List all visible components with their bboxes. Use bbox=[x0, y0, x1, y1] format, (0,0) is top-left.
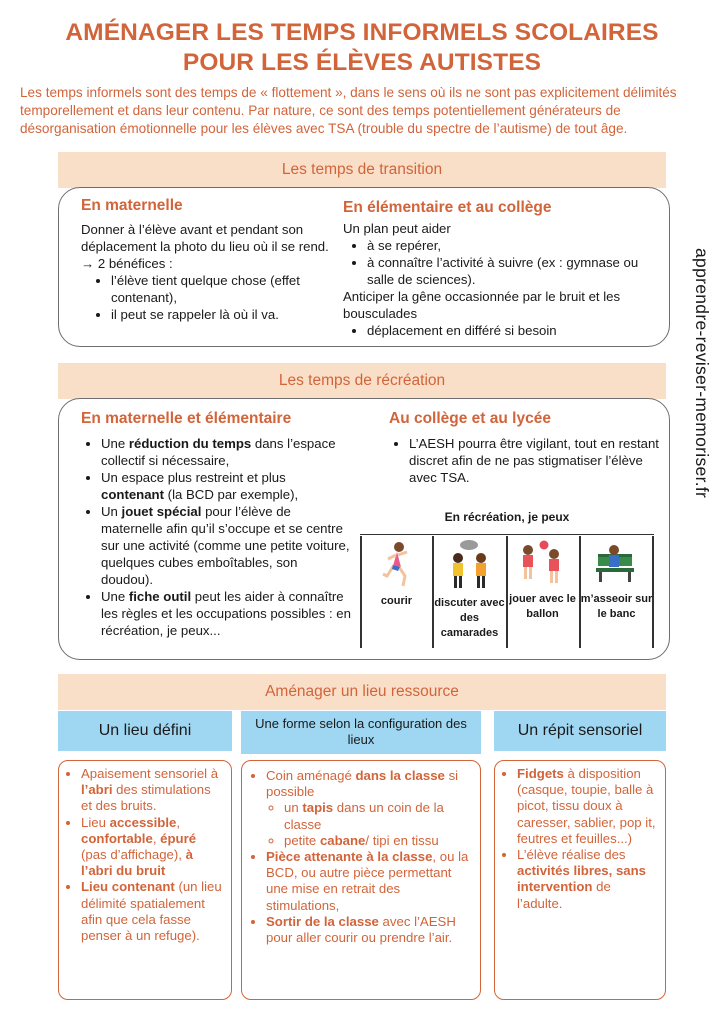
intro-paragraph: Les temps informels sont des temps de « flottement », dans le sens où ils ne sont pas explicitement délimités temporellement et dans leur contenu. Par nature, ce sont des temps potentiellement générateurs de désorganisation émotionnelle pour les élèves avec TSA (trouble du spectre de l’autisme) de tout âge. bbox=[20, 85, 677, 136]
transition-left bbox=[81, 196, 331, 323]
bullet-list bbox=[343, 322, 665, 339]
recreation-band: Les temps de récréation bbox=[58, 363, 666, 399]
running-child-icon bbox=[377, 540, 417, 590]
grid-cell bbox=[433, 536, 506, 648]
paragraph: Anticiper la gêne occasionnée par le bruit et les bousculades bbox=[343, 289, 621, 321]
list-item: ◦ petite cabane/ tipi en tissu bbox=[284, 833, 472, 849]
transition-card bbox=[58, 187, 670, 347]
list-item: • Apaisement sensoriel à l’abri des stimulations et des bruits. bbox=[81, 766, 225, 815]
paragraph: Donner à l’élève avant et pendant son déplacement la photo du lieu où il se rend. bbox=[81, 222, 329, 254]
transition-band: Les temps de transition bbox=[58, 152, 666, 188]
list-item: • Un espace plus restreint et plus contenant (la BCD par exemple), bbox=[101, 469, 351, 503]
bullet-list bbox=[81, 435, 351, 639]
column-header-forme-configuration: Une forme selon la configuration des lieux bbox=[241, 711, 481, 754]
grid-cell-label: m’asseoir sur le banc bbox=[580, 593, 653, 620]
ball-playing-icon bbox=[514, 540, 572, 586]
list-item: • déplacement en différé si besoin bbox=[367, 322, 665, 339]
list-item: • Une réduction du temps dans l’espace collectif si nécessaire, bbox=[101, 435, 351, 469]
grid-cell-label: discuter avec des camarades bbox=[434, 597, 505, 639]
grid-cell bbox=[580, 536, 653, 648]
list-item: • à se repérer, bbox=[367, 237, 665, 254]
list-item: • Lieu accessible, confortable, épuré (pas d’affichage), à l’abri du bruit bbox=[81, 815, 225, 880]
bullet-list bbox=[389, 435, 659, 486]
bullet-list bbox=[343, 237, 665, 288]
grid-title: En récréation, je peux bbox=[360, 500, 654, 535]
column-header-lieu-defini: Un lieu défini bbox=[58, 711, 232, 751]
paragraph: Un plan peut aider bbox=[343, 221, 451, 236]
sub-list bbox=[266, 800, 472, 849]
transition-right bbox=[343, 198, 665, 339]
bench-icon bbox=[594, 542, 638, 586]
list-item: • L’élève réalise des activités libres, sans intervention de l’adulte. bbox=[517, 847, 657, 912]
list-item: • à connaître l’activité à suivre (ex : gymnase ou salle de sciences). bbox=[367, 254, 665, 288]
list-item: • l’élève tient quelque chose (effet contenant), bbox=[111, 272, 331, 306]
page-title: AMÉNAGER LES TEMPS INFORMELS SCOLAIRES POUR LES ÉLÈVES AUTISTES bbox=[65, 19, 659, 76]
ressource-box-3 bbox=[494, 760, 666, 1000]
recreation-activity-grid bbox=[360, 500, 654, 650]
bullet-list bbox=[63, 766, 225, 944]
ressource-band: Aménager un lieu ressource bbox=[58, 674, 666, 710]
bullet-list bbox=[248, 768, 472, 946]
paragraph: → 2 bénéfices : bbox=[81, 256, 173, 271]
bullet-list bbox=[81, 272, 331, 323]
list-item: • il peut se rappeler là où il va. bbox=[111, 306, 331, 323]
heading-college-lycee: Au collège et au lycée bbox=[389, 410, 551, 427]
list-item: • Fidgets à disposition (casque, toupie, balle à picot, tissu doux à caresser, sablier, pop it, feutres et feuilles...) bbox=[517, 766, 657, 847]
talking-children-icon bbox=[443, 538, 497, 592]
grid-cell bbox=[506, 536, 579, 648]
list-item: • Coin aménagé dans la classe si possible ◦ un tapis dans un coin de la classe ◦ petite cabane/ tipi en tissu bbox=[266, 768, 472, 849]
list-item: • Pièce attenante à la classe, ou la BCD, ou autre pièce permettant une mise en retrait des stimulations, bbox=[266, 849, 472, 914]
bullet-list bbox=[499, 766, 657, 912]
grid-cell-label: jouer avec le ballon bbox=[509, 593, 576, 620]
grid-cell-label: courir bbox=[380, 595, 413, 607]
ressource-box-1 bbox=[58, 760, 232, 1000]
recreation-left bbox=[81, 409, 351, 639]
column-header-repit-sensoriel: Un répit sensoriel bbox=[494, 711, 666, 751]
heading-elementaire-college: En élémentaire et au collège bbox=[343, 199, 552, 216]
ressource-box-2 bbox=[241, 760, 481, 1000]
list-item: • Une fiche outil peut les aider à connaître les règles et les occupations possibles : en récréation, je peux... bbox=[101, 588, 351, 639]
list-item: • L’AESH pourra être vigilant, tout en restant discret afin de ne pas stigmatiser l’élève avec TSA. bbox=[409, 435, 659, 486]
heading-maternelle-elementaire: En maternelle et élémentaire bbox=[81, 410, 292, 427]
recreation-right bbox=[389, 409, 659, 486]
grid-cell bbox=[360, 536, 433, 648]
list-item: • Un jouet spécial pour l’élève de maternelle afin qu’il s’occupe et se centre sur une activité (comme une petite voiture, quelques cubes emboîtables, son doudou). bbox=[101, 503, 351, 588]
list-item: ◦ un tapis dans un coin de la classe bbox=[284, 800, 472, 832]
list-item: • Sortir de la classe avec l’AESH pour aller courir ou prendre l’air. bbox=[266, 914, 472, 946]
website-vertical-text: apprendre-reviser-memoriser.fr bbox=[692, 248, 712, 499]
list-item: • Lieu contenant (un lieu délimité spatialement afin que cela fasse penser à un refuge). bbox=[81, 879, 225, 944]
heading-maternelle: En maternelle bbox=[81, 197, 183, 214]
